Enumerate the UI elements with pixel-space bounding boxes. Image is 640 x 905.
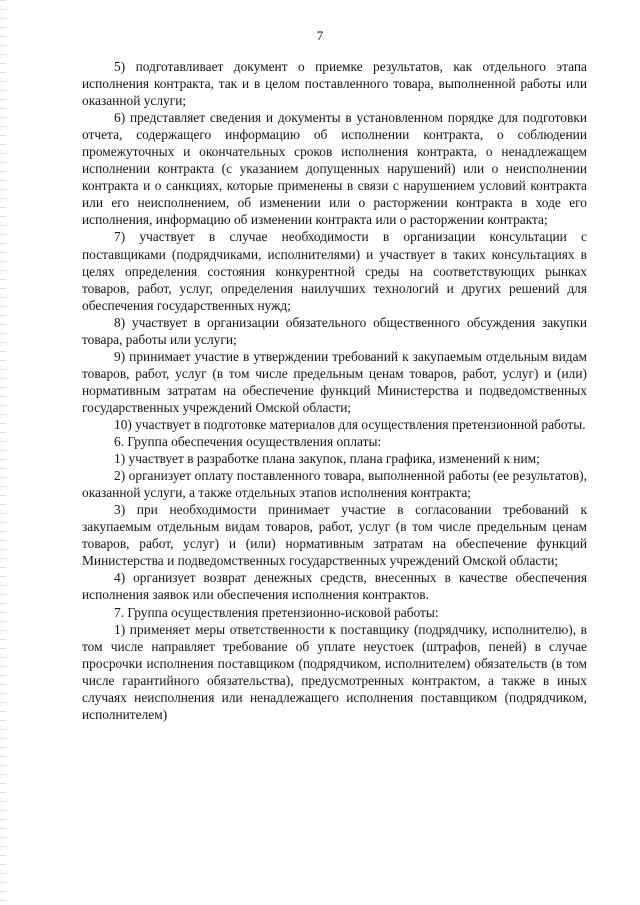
payment-item-2: 2) организует оплату поставленного товара, выполненной работы (ее результатов), оказанной услуги, а также отдельных этапов исполнения контракта;	[82, 468, 587, 501]
page-number: 7	[316, 28, 324, 43]
section-heading-claims-group: 7. Группа осуществления претензионно-исковой работы:	[114, 604, 439, 620]
paragraph-item-6: 6) представляет сведения и документы в установленном порядке для подготовки отчета, содержащего информацию об исполнении контракта, о соблюдении промежуточных и окончательных сроков исполнения контракта, о ненадлежащем исполнении контракта (с указанием допущенных нарушений) или о неисполнении контракта и о санкциях, которые применены в связи с нарушением условий контракта или его неисполнением, об изменении или о расторжении контракта в ходе его исполнения, информацию об изменении контракта или о расторжении контракта;	[82, 110, 587, 228]
claims-item-1: 1) применяет меры ответственности к поставщику (подрядчику, исполнителю), в том числе направляет требование об уплате неустоек (штрафов, пеней) в случае просрочки исполнения поставщиком (подрядчиком, исполнителем) обязательств (в том числе гарантийного обязательства), предусмотренных контрактом, а также в иных случаях неисполнения или ненадлежащего исполнения поставщиком (подрядчиком, исполнителем)	[82, 621, 587, 722]
scan-edge-marks	[0, 0, 6, 905]
payment-item-4: 4) организует возврат денежных средств, внесенных в качестве обеспечения исполнения заявок или обеспечения исполнения контрактов.	[82, 570, 587, 603]
paragraph-item-7: 7) участвует в случае необходимости в организации консультации с поставщиками (подрядчиками, исполнителями) и участвует в таких консультациях в целях определения состояния конкурентной среды на соответствующих рынках товаров, работ, услуг, определения наилучших технологий и других решений для обеспечения государственных нужд;	[82, 229, 587, 313]
paragraph-item-5: 5) подготавливает документ о приемке результатов, как отдельного этапа исполнения контракта, так и в целом поставленного товара, выполненной работы или оказанной услуги;	[82, 59, 587, 109]
paragraph-item-9: 9) принимает участие в утверждении требований к закупаемым отдельным видам товаров, работ, услуг (в том числе предельным ценам товаров, работ, услуг) и (или) нормативным затратам на обеспечение функций Министерства и подведомственных государственных учреждений Омской области;	[82, 348, 587, 415]
section-heading-payment-group: 6. Группа обеспечения осуществления оплаты:	[114, 434, 382, 450]
paragraph-item-8: 8) участвует в организации обязательного общественного обсуждения закупки товара, работы или услуги;	[82, 314, 587, 347]
payment-item-3: 3) при необходимости принимает участие в согласовании требований к закупаемым отдельным видам товаров, работ, услуг (в том числе предельным ценам товаров, работ, услуг) и (или) нормативным затратам на обеспечение функций Министерства и подведомственных государственных учреждений Омской области;	[82, 502, 587, 569]
document-body	[82, 58, 587, 723]
paragraph-item-10: 10) участвует в подготовке материалов для осуществления претензионной работы.	[114, 416, 586, 432]
payment-item-1: 1) участвует в разработке плана закупок, плана графика, изменений к ним;	[114, 451, 540, 467]
